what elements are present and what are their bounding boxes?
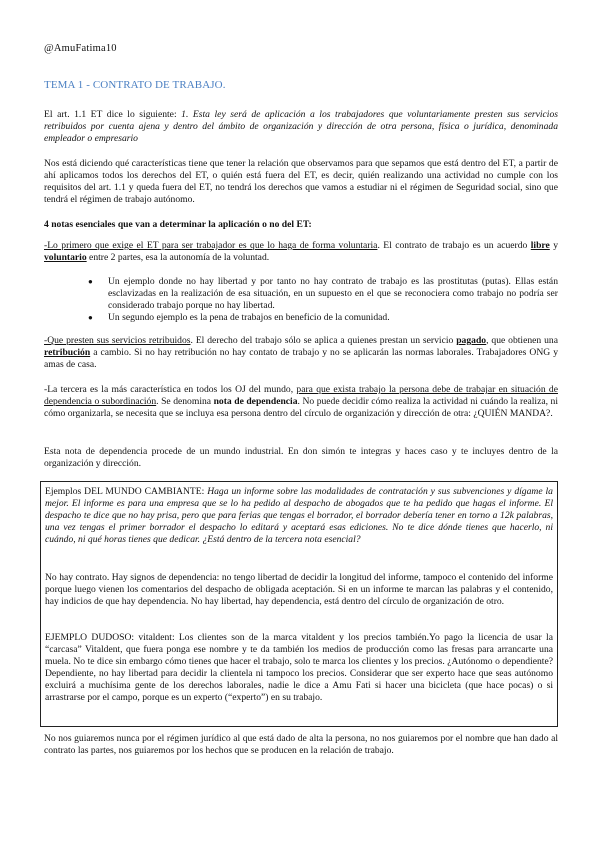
note-dependency-underlined: para que exista trabajo la persona debe de trabajar en situación de dependencia o subordinación [44, 384, 558, 408]
explanation-text: Nos está diciendo qué características tiene que tener la relación que observamos para que sepamos que está dentro del ET, a partir de ahí aplicamos todos los derechos del ET, o quién está fuera del ET, es decir, quién realizando una actividad no cumple con los requisitos del art. 1.1 y queda fuera del ET, no tendrá los derechos que vamos a estudiar ni el régimen de Seguridad social, sino que tendrá el régimen de trabajo autónomo. [44, 158, 558, 206]
examples-box [40, 481, 558, 727]
example1-answer-text: No hay contrato. Hay signos de dependencia: no tengo libertad de decidir la longitud del informe, tampoco el contenido del informe porque luego vienen los comentarios del despacho de obligada aceptación. Si en un informe te marcan las palabras y el contenido, hay indicios de que hay dependencia. No hay libertad, hay dependencia, está dentro del círculo de organización de otro. [45, 572, 553, 608]
note-voluntary-underlined: -Lo primero que exige el ET para ser trabajador es que lo haga de forma voluntaria [44, 240, 378, 251]
note-dependency [44, 384, 558, 420]
nota-dependencia-term: nota de dependencia [213, 396, 298, 408]
note-voluntary-y: y [549, 240, 558, 251]
dependency-origin-text: Esta nota de dependencia procede de un mundo industrial. En don simón te integras y haces caso y te incluyes dentro de la organización y dirección. [44, 446, 558, 470]
retribucion-term: retribución [44, 347, 91, 359]
example-doubtful [45, 632, 553, 705]
list-item: ● Un segundo ejemplo es la pena de trabajos en beneficio de la comunidad. [92, 312, 558, 324]
note-voluntary [44, 240, 558, 264]
note-retribution-text-a: . El derecho del trabajo sólo se aplica a quienes prestan un servicio [190, 335, 457, 346]
final-paragraph [44, 733, 558, 757]
page-title: TEMA 1 - CONTRATO DE TRABAJO. [44, 79, 226, 91]
dependency-origin-paragraph [44, 446, 558, 470]
libre-term: libre [530, 240, 550, 251]
examples-list [92, 276, 558, 324]
example1-text: Haga un informe sobre las modalidades de contratación y sus subvenciones y dígame la mejor. El informe es para una empresa que se lo ha pedido al despacho de abogados que te ha pedido que hagas el informe. El despacho te dice que no hay prisa, pero que para ferias que tengas el borrador, el borrador debería tener en torno a 12k palabras, una vez tengas el primer borrador el despacho lo editará y aceptará esas ediciones. No te dice dónde tienes que hacerlo, ni cuándo, ni qué horas tienes que dedicar. ¿Está dentro de la tercera nota esencial? [45, 486, 553, 546]
note-retribution-text-b: , que obtienen una [486, 335, 558, 346]
note-dependency-text-b: . Se denomina [156, 396, 214, 408]
list-item: ● Un ejemplo donde no hay libertad y por tanto no hay contrato de trabajo es las prostitutas (putas). Ellas están esclavizadas en la realización de esa situación, en un supuesto en el que se reconociera como trabajo no podría ser considerado trabajo porque no hay libertad. [92, 276, 558, 312]
note-voluntary-text-a: . El contrato de trabajo es un acuerdo [377, 240, 531, 251]
article-quote: 1. Esta ley será de aplicación a los trabajadores que voluntariamente presten sus servicios retribuidos por cuenta ajena y dentro del ámbito de organización y dirección de otra persona, física o jurídica, denominada empleador o empresario [44, 109, 558, 145]
note-retribution-underlined: -Que presten sus servicios retribuidos [44, 335, 191, 346]
author-handle: @AmuFatima10 [44, 43, 117, 54]
note-dependency-text-a: -La tercera es la más característica en todos los OJ del mundo, [44, 384, 297, 395]
example-changing-world [45, 486, 553, 546]
example2-text: vitaldent: Los clientes son de la marca vitaldent y los precios también.Yo pago la licencia de usar la “carcasa” Vitaldent, que fuera ponga ese nombre y te da también los medios de producción como las fresas para arrancarte una muela. No te dice sin embargo cómo tienes que hacer el trabajo, solo te marca los clientes y los precios. ¿Autónomo o dependiente? Dependiente, no hay libertad para decidir la clientela ni tampoco los precios. Considerar que ser experto hace que seas autónomo excluirá a muchísima gente de los derechos laborales, nadie le dice a Amu Fati si hacer una bicicleta (que hace pocas) o si arrastrarse por el campo, porque es un experto (“experto”) en su trabajo. [45, 632, 553, 704]
article-quote-paragraph [44, 109, 558, 145]
article-intro: El art. 1.1 ET dice lo siguiente: [44, 109, 182, 120]
note-retribution-text-c: a cambio. Si no hay retribución no hay contato de trabajo y no se aplicarán las normas laborales. Trabajadores ONG y amas de casa. [44, 347, 558, 371]
explanation-paragraph [44, 158, 558, 206]
voluntario-term: voluntario [44, 252, 87, 264]
notes-heading: 4 notas esenciales que van a determinar la aplicación o no del ET: [44, 219, 312, 230]
final-text: No nos guiaremos nunca por el régimen jurídico al que está dado de alta la persona, no nos guiaremos por el nombre que han dado al contrato las partes, nos guiaremos por los hechos que se producen en la relación de trabajo. [44, 733, 558, 757]
note-retribution [44, 335, 558, 371]
example1-answer [45, 572, 553, 608]
note-dependency-text-c: . No puede decidir cómo realiza la actividad ni cuándo la realiza, ni cómo organizarla, se necesita que se incluya esa persona dentro del círculo de organización y dirección de otra: ¿QUIÉN MANDA?. [44, 396, 558, 420]
example2-label: EJEMPLO DUDOSO: [45, 632, 139, 643]
pagado-term: pagado [456, 335, 487, 346]
example1-label: Ejemplos DEL MUNDO CAMBIANTE: [45, 486, 208, 497]
note-voluntary-text-b: entre 2 partes, esa la autonomía de la voluntad. [86, 252, 270, 264]
